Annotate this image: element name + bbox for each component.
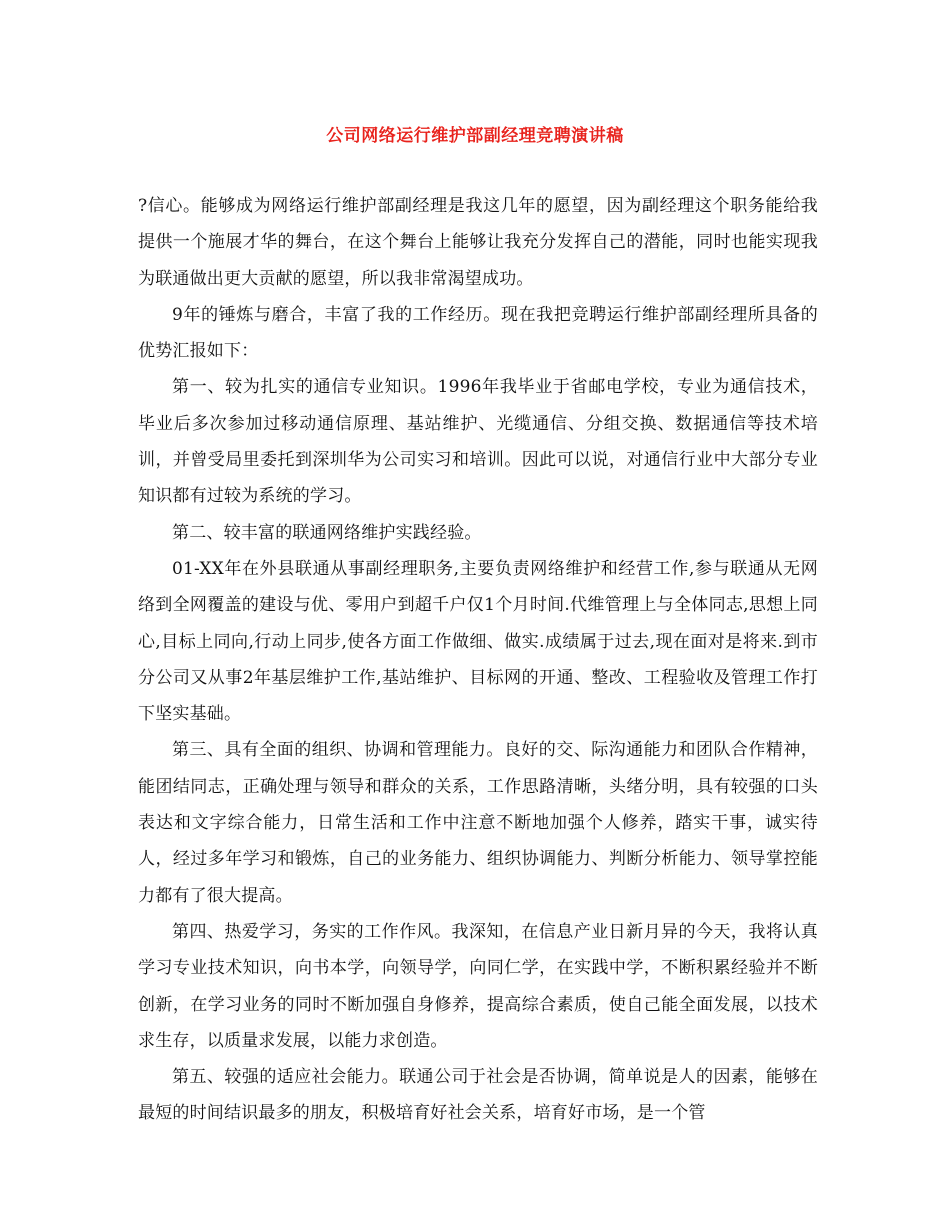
paragraph-advantage-3: 第三、具有全面的组织、协调和管理能力。良好的交、际沟通能力和团队合作精神，能团结同志，正确处理与领导和群众的关系，工作思路清晰，头绪分明，具有较强的口头表达和文字综合能力，日常生活和工作中注意不断地加强个人修养，踏实干事，诚实待人，经过多年学习和锻炼，自己的业务能力、组织协调能力、判断分析能力、领导掌控能力都有了很大提高。 xyxy=(138,740,818,906)
paragraph-experience: 9年的锤炼与磨合，丰富了我的工作经历。现在我把竞聘运行维护部副经理所具备的优势汇报如下： xyxy=(138,304,818,362)
document-title: 公司网络运行维护部副经理竞聘演讲稿 xyxy=(326,126,624,146)
paragraph-advantage-4: 第四、热爱学习，务实的工作作风。我深知，在信息产业日新月异的今天，我将认真学习专业技术知识，向书本学，向领导学，向同仁学，在实践中学，不断积累经验并不断创新，在学习业务的同时不断加强自身修养，提高综合素质，使自己能全面发展，以技术求生存，以质量求发展，以能力求创造。 xyxy=(138,921,818,1051)
paragraph-advantage-1: 第一、较为扎实的通信专业知识。1996年我毕业于省邮电学校，专业为通信技术，毕业后多次参加过移动通信原理、基站维护、光缆通信、分组交换、数据通信等技术培训，并曾受局里委托到深圳华为公司实习和培训。因此可以说，对通信行业中大部分专业知识都有过较为系统的学习。 xyxy=(138,377,818,507)
paragraph-advantage-5: 第五、较强的适应社会能力。联通公司于社会是否协调，简单说是人的因素，能够在最短的时间结识最多的朋友，积极培育好社会关系，培育好市场，是一个管 xyxy=(138,1067,818,1124)
paragraph-advantage-2-heading: 第二、较丰富的联通网络维护实践经验。 xyxy=(172,522,482,543)
document-body xyxy=(138,188,818,1132)
paragraph-intro: ?信心。能够成为网络运行维护部副经理是我这几年的愿望，因为副经理这个职务能给我提供一个施展才华的舞台，在这个舞台上能够让我充分发挥自己的潜能，同时也能实现我为联通做出更大贡献的愿望，所以我非常渴望成功。 xyxy=(138,196,818,289)
paragraph-advantage-2-detail: 01-XX年在外县联通从事副经理职务,主要负责网络维护和经营工作,参与联通从无网络到全网覆盖的建设与优、零用户到超千户仅1个月时间.代维管理上与全体同志,思想上同心,目标上同向,行动上同步,使各方面工作做细、做实.成绩属于过去,现在面对是将来.到市分公司又从事2年基层维护工作,基站维护、目标网的开通、整改、工程验收及管理工作打下坚实基础。 xyxy=(138,558,818,725)
